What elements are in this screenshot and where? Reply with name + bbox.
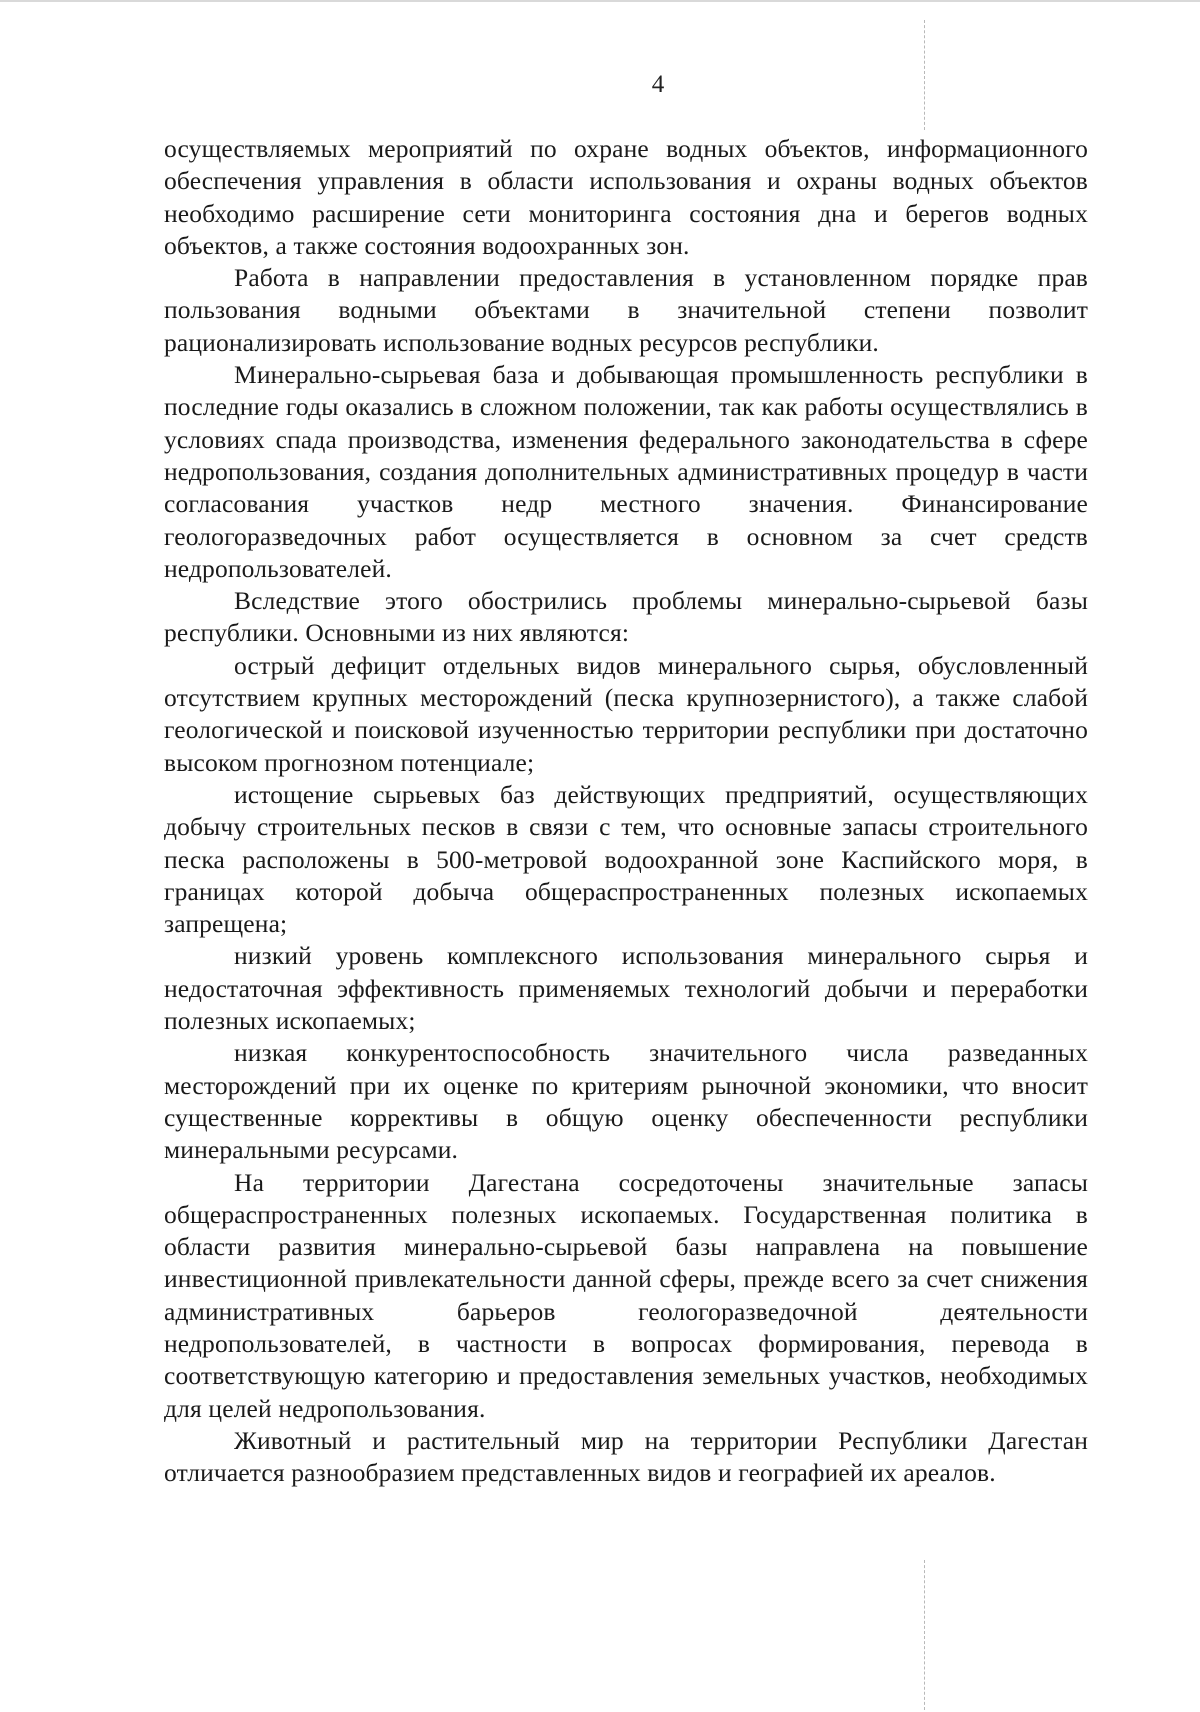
list-item: низкая конкурентоспособность значительного числа разведанных месторождений при их оценке по критериям рыночной экономики, что вносит существенные коррективы в общую оценку обеспеченности республики минеральными ресурсами. [164,1038,1088,1165]
page-number: 4 [651,71,665,98]
list-item: истощение сырьевых баз действующих предприятий, осуществляющих добычу строительных песков в связи с тем, что основные запасы строительного песка расположены в 500-метровой водоохранной зоне Каспийского моря, в границах которой добыча общераспространенных полезных ископаемых запрещена; [164,779,1088,939]
paragraph: Животный и растительный мир на территории Республики Дагестан отличается разнообразием представленных видов и географией их ареалов. [164,1425,1088,1488]
list-item: низкий уровень комплексного использования минерального сырья и недостаточная эффективность применяемых технологий добычи и переработки полезных ископаемых; [164,941,1088,1036]
paragraph: Минерально-сырьевая база и добывающая промышленность республики в последние годы оказались в сложном положении, так как работы осуществлялись в условиях спада производства, изменения федерального законодательства в сфере недропользования, создания дополнительных административных процедур в части согласования участков недр местного значения. Финансирование геологоразведочных работ осуществляется в основном за счет средств недропользователей. [164,360,1088,583]
paragraph: На территории Дагестана сосредоточены значительные запасы общераспространенных полезных ископаемых. Государственная политика в области развития минерально-сырьевой базы направлена на повышение инвестиционной привлекательности данной сферы, прежде всего за счет снижения административных барьеров геологоразведочной деятельности недропользователей, в частности в вопросах формирования, перевода в соответствующую категорию и предоставления земельных участков, необходимых для целей недропользования. [164,1167,1088,1423]
paragraph: осуществляемых мероприятий по охране водных объектов, информационного обеспечения управления в области использования и охраны водных объектов необходимо расширение сети мониторинга состояния дна и берегов водных объектов, а также состояния водоохранных зон. [164,134,1088,260]
list-item: острый дефицит отдельных видов минерального сырья, обусловленный отсутствием крупных месторождений (песка крупнозернистого), а также слабой геологической и поисковой изученностью территории республики при достаточно высоком прогнозном потенциале; [164,650,1088,777]
scan-artifact-line [924,1560,926,1710]
paragraph: Вследствие этого обострились проблемы минерально-сырьевой базы республики. Основными из них являются: [164,586,1088,648]
scan-top-edge [0,0,1200,2]
document-body [164,133,1088,1489]
paragraph: Работа в направлении предоставления в установленном порядке прав пользования водными объектами в значительной степени позволит рационализировать использование водных ресурсов республики. [164,263,1088,357]
